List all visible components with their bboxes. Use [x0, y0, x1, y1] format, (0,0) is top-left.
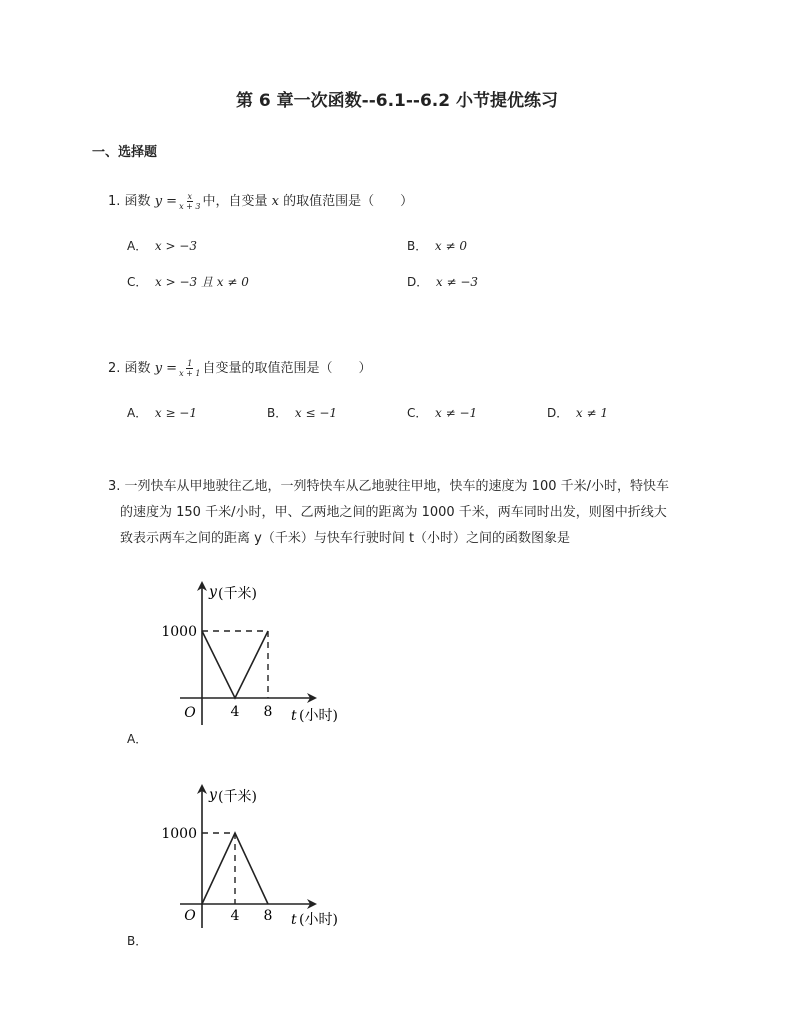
option-d[interactable]: [547, 404, 608, 421]
x-axis-label: t: [291, 912, 297, 928]
origin-label: O: [184, 705, 196, 721]
y-axis-unit: (千米): [218, 789, 257, 805]
option-label: D．: [547, 406, 569, 420]
fraction: [179, 192, 200, 211]
question-text: 中，自变量: [202, 194, 268, 209]
option-c[interactable]: [407, 404, 477, 421]
question-number: 1.: [108, 194, 121, 209]
fraction-denominator: x + 1: [179, 369, 201, 378]
option-label: D．: [407, 275, 429, 289]
option-text: x ≥ −1: [154, 406, 197, 420]
option-text: x ≠ 0: [434, 239, 467, 253]
y-axis-unit: (千米): [218, 586, 257, 602]
option-label: B．: [267, 406, 288, 420]
option-label: B．: [407, 239, 428, 253]
option-text: x ≠ −1: [435, 406, 478, 420]
option-label: C．: [407, 406, 428, 420]
fraction-numerator: x: [187, 192, 193, 201]
fraction: [179, 359, 200, 378]
option-a[interactable]: [127, 237, 197, 254]
option-label: A．: [127, 239, 148, 253]
question-2: [108, 357, 371, 378]
question-text: 函数: [124, 194, 151, 209]
fraction-denominator: x + 3: [179, 202, 201, 211]
question-1: [108, 190, 413, 211]
y-axis-label: y: [209, 584, 217, 600]
graph-option-a[interactable]: [160, 575, 380, 735]
x-tick-label: 8: [263, 908, 273, 924]
y-tick-label: 1000: [161, 826, 197, 842]
page-title: 第 6 章一次函数--6.1--6.2 小节提优练习: [235, 91, 559, 111]
question-text-line: 一列快车从甲地驶往乙地，一列特快车从乙地驶往甲地，快车的速度为 100 千米/小时，特快车: [124, 479, 670, 494]
graph-option-b[interactable]: [160, 778, 380, 938]
y-tick-label: 1000: [161, 624, 197, 640]
y-axis-label: y: [209, 787, 217, 803]
option-a[interactable]: [127, 404, 197, 421]
question-text: 自变量的取值范围是（ ）: [202, 361, 372, 376]
option-text: x > −3: [154, 239, 197, 253]
function-polyline: [202, 631, 268, 698]
question-3: [108, 474, 708, 552]
fraction-numerator: 1: [187, 359, 193, 368]
option-text: x ≠ 1: [575, 406, 608, 420]
x-axis-unit: (小时): [299, 708, 338, 724]
option-text: x ≤ −1: [294, 406, 338, 420]
graph-option-label: B．: [127, 934, 148, 948]
question-number: 2.: [108, 361, 121, 376]
option-label: C．: [127, 275, 148, 289]
question-text: 的取值范围是（ ）: [283, 194, 414, 209]
question-text: 函数: [124, 361, 151, 376]
option-text: x > −3 且 x ≠ 0: [155, 275, 249, 289]
function-lhs: y =: [154, 194, 178, 209]
option-label: A．: [127, 406, 148, 420]
option-text: x ≠ −3: [435, 275, 479, 289]
x-axis-label: t: [291, 708, 297, 724]
option-c[interactable]: [127, 273, 249, 290]
option-b[interactable]: [267, 404, 337, 421]
x-tick-label: 8: [263, 704, 273, 720]
function-lhs: y =: [154, 361, 178, 376]
section-heading: 一、选择题: [92, 145, 158, 160]
x-tick-label: 4: [230, 704, 240, 720]
question-text-line: 致表示两车之间的距离 y（千米）与快车行驶时间 t（小时）之间的函数图象是: [120, 531, 571, 546]
option-d[interactable]: [407, 273, 478, 290]
variable: x: [271, 194, 279, 209]
x-tick-label: 4: [230, 908, 240, 924]
x-axis-unit: (小时): [299, 912, 338, 928]
graph-option-label: A．: [127, 732, 148, 746]
origin-label: O: [184, 908, 196, 924]
question-text-line: 的速度为 150 千米/小时，甲、乙两地之间的距离为 1000 千米，两车同时出发，则图中折线大: [120, 505, 667, 520]
option-b[interactable]: [407, 237, 467, 254]
question-number: 3.: [108, 479, 121, 494]
